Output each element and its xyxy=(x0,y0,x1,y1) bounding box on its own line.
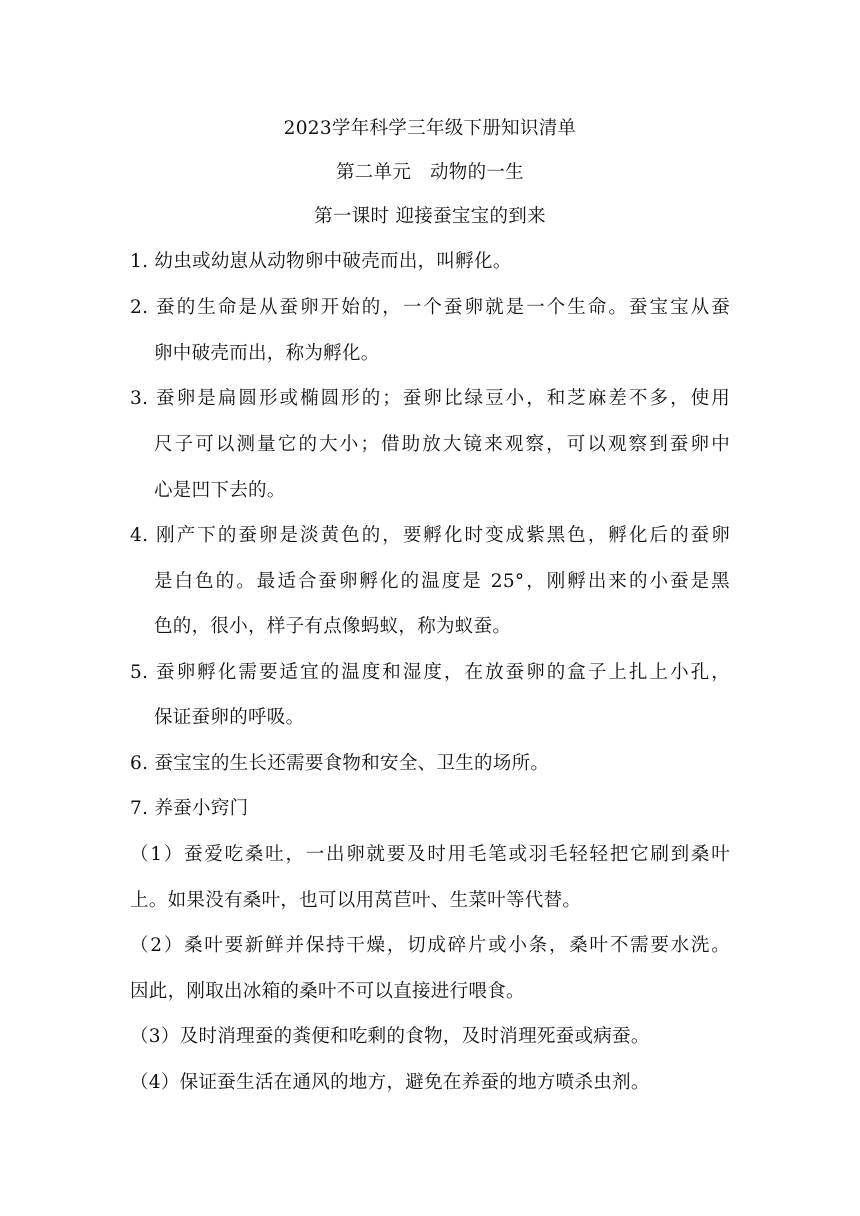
item-4-line-2: 是白色的。最适合蚕卵孵化的温度是 25°，刚孵出来的小蚕是黑 xyxy=(154,571,730,592)
document-title: 2023学年科学三年级下册知识清单 xyxy=(283,118,577,139)
item-4-line-1: 4. 刚产下的蚕卵是淡黄色的，要孵化时变成紫黑色，孵化后的蚕卵 xyxy=(130,525,730,546)
item-3-line-2: 尺子可以测量它的大小；借助放大镜来观察，可以观察到蚕卵中 xyxy=(154,434,730,455)
tip-4: （4）保证蚕生活在通风的地方，避免在养蚕的地方喷杀虫剂。 xyxy=(130,1072,650,1093)
tip-1-line-1: （1）蚕爱吃桑吐，一出卵就要及时用毛笔或羽毛轻轻把它刷到桑叶 xyxy=(130,844,730,865)
item-2-line-2: 卵中破壳而出，称为孵化。 xyxy=(154,343,380,364)
item-7-heading: 7. 养蚕小窍门 xyxy=(130,798,249,819)
item-1: 1. 幼虫或幼崽从动物卵中破壳而出，叫孵化。 xyxy=(130,251,512,272)
item-6: 6. 蚕宝宝的生长还需要食物和安全、卫生的场所。 xyxy=(130,753,550,774)
item-4-line-3: 色的，很小，样子有点像蚂蚁，称为蚁蚕。 xyxy=(154,616,512,637)
item-2-line-1: 2. 蚕的生命是从蚕卵开始的，一个蚕卵就是一个生命。蚕宝宝从蚕 xyxy=(130,297,730,318)
tip-2-line-1: （2）桑叶要新鲜并保持干燥，切成碎片或小条，桑叶不需要水洗。 xyxy=(130,935,730,956)
tip-2-line-2: 因此，刚取出冰箱的桑叶不可以直接进行喂食。 xyxy=(130,981,525,1002)
lesson-heading: 第一课时 迎接蚕宝宝的到来 xyxy=(314,206,546,227)
tip-3: （3）及时消理蚕的粪便和吃剩的食物，及时消理死蚕或病蚕。 xyxy=(130,1026,650,1047)
item-5-line-2: 保证蚕卵的呼吸。 xyxy=(154,707,305,728)
item-3-line-1: 3. 蚕卵是扁圆形或椭圆形的；蚕卵比绿豆小，和芝麻差不多，使用 xyxy=(130,388,730,409)
unit-heading: 第二单元 动物的一生 xyxy=(335,162,524,183)
item-5-line-1: 5. 蚕卵孵化需要适宜的温度和湿度，在放蚕卵的盒子上扎上小孔， xyxy=(130,662,730,683)
tip-1-line-2: 上。如果没有桑叶，也可以用莴苣叶、生菜叶等代替。 xyxy=(130,890,582,911)
item-3-line-3: 心是凹下去的。 xyxy=(154,480,286,501)
